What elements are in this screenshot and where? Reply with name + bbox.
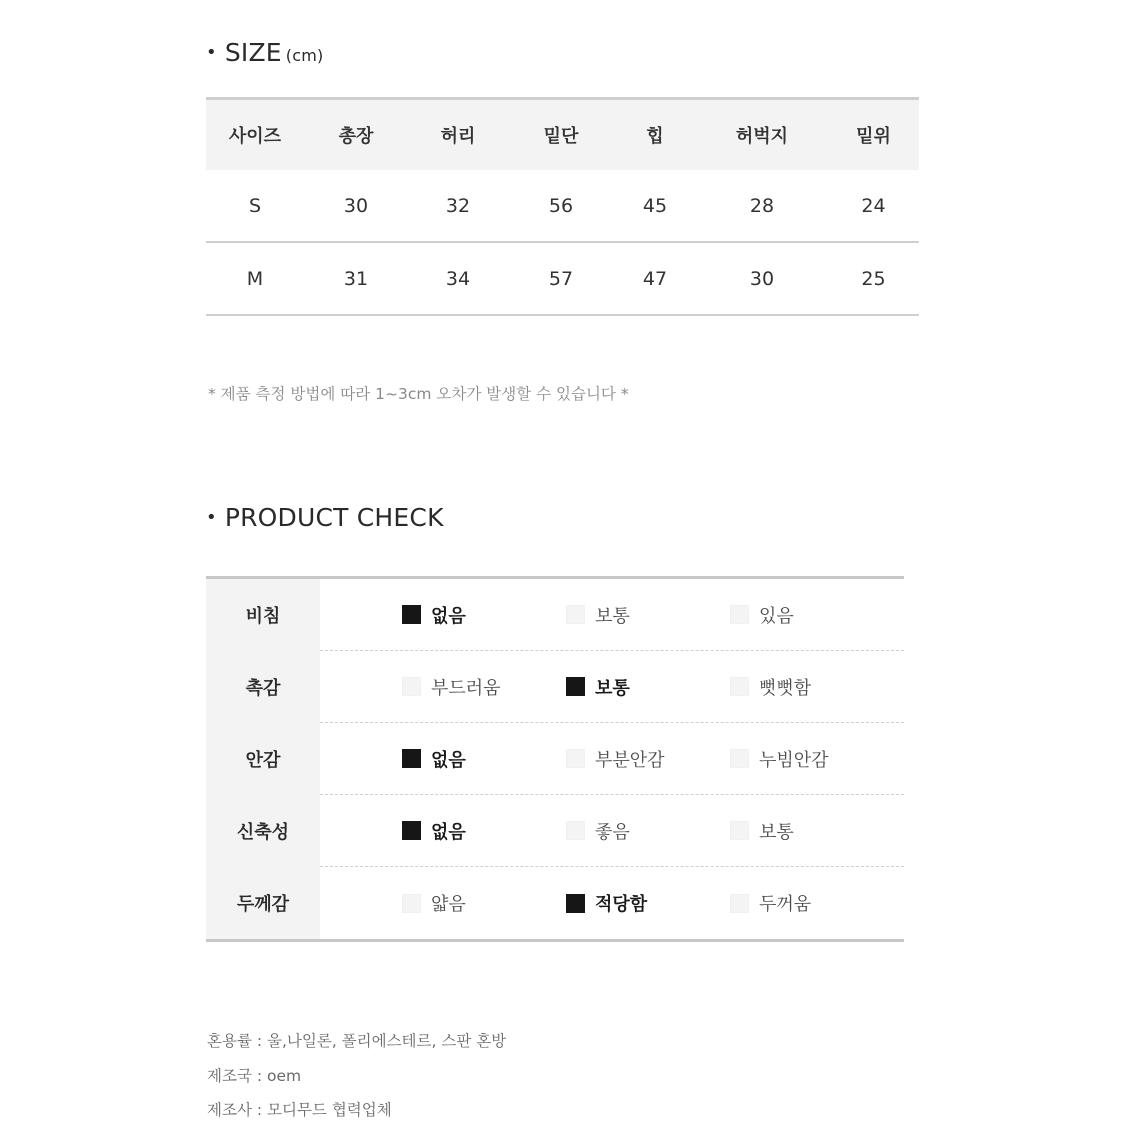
check-option-label: 없음 <box>431 821 466 843</box>
table-cell: 56 <box>548 194 574 217</box>
check-option <box>566 674 630 700</box>
header-cell: 밑단 <box>543 126 579 147</box>
table-cell: 45 <box>642 194 668 217</box>
check-option <box>566 818 630 844</box>
check-option-label: 없음 <box>431 749 466 771</box>
check-option <box>566 890 647 916</box>
check-row <box>206 795 904 867</box>
checked-box-icon <box>402 821 421 840</box>
size-measurement-note: * 제품 측정 방법에 따라 1~3cm 오차가 발생할 수 있습니다 * <box>208 385 629 403</box>
check-option-label: 적당함 <box>595 894 648 915</box>
size-section-title <box>206 38 323 67</box>
check-row-label: 안감 <box>206 723 320 795</box>
unchecked-box-icon <box>730 894 749 913</box>
check-option <box>402 602 466 628</box>
check-option-label: 보통 <box>759 821 794 843</box>
size-table <box>206 97 919 316</box>
bullet-icon: • <box>206 42 217 63</box>
check-option <box>402 746 466 772</box>
table-cell: 32 <box>445 194 471 217</box>
check-option <box>730 890 811 916</box>
check-option-label: 부분안감 <box>595 749 665 771</box>
table-row <box>206 243 919 314</box>
material-composition: 혼용률 : 울,나일론, 폴리에스테르, 스판 혼방 <box>207 1032 507 1050</box>
check-option <box>730 602 794 628</box>
check-option-label: 보통 <box>595 605 630 627</box>
check-option <box>566 746 665 772</box>
check-option <box>566 602 630 628</box>
check-option <box>730 746 829 772</box>
size-unit: (cm) <box>285 46 324 65</box>
bullet-icon: • <box>206 507 217 528</box>
check-row-options <box>320 795 904 867</box>
check-row <box>206 723 904 795</box>
table-cell: 34 <box>445 267 471 290</box>
check-row-options <box>320 723 904 795</box>
check-row <box>206 867 904 939</box>
table-cell: 30 <box>749 267 775 290</box>
table-cell: 57 <box>548 267 574 290</box>
check-option-label: 뻣뻣함 <box>759 677 812 699</box>
check-row-options <box>320 579 904 651</box>
check-option-label: 부드러움 <box>431 677 501 699</box>
check-option <box>402 890 466 916</box>
table-row <box>206 170 919 243</box>
product-check-table <box>206 576 904 942</box>
header-cell: 힙 <box>646 126 664 147</box>
product-check-title <box>206 503 444 532</box>
header-cell: 허리 <box>440 126 476 147</box>
check-row-label: 비침 <box>206 579 320 651</box>
unchecked-box-icon <box>730 749 749 768</box>
check-row-label: 촉감 <box>206 651 320 723</box>
header-cell: 허벅지 <box>735 126 789 147</box>
table-cell: 47 <box>642 267 668 290</box>
check-row-label: 신축성 <box>206 795 320 867</box>
table-cell: 30 <box>343 194 369 217</box>
unchecked-box-icon <box>402 894 421 913</box>
check-row-label: 두께감 <box>206 867 320 939</box>
check-option-label: 보통 <box>595 677 630 699</box>
checked-box-icon <box>566 894 585 913</box>
table-cell: 25 <box>861 267 886 290</box>
check-row <box>206 579 904 651</box>
country-of-manufacture: 제조국 : oem <box>207 1067 302 1085</box>
check-option-label: 없음 <box>431 605 466 627</box>
size-title-text: SIZE <box>224 38 282 67</box>
product-check-title-text: PRODUCT CHECK <box>224 503 444 532</box>
check-option <box>402 818 466 844</box>
check-row-options <box>320 651 904 723</box>
check-option-label: 있음 <box>759 605 794 627</box>
table-cell: 28 <box>749 194 775 217</box>
size-table-header <box>206 100 919 170</box>
header-cell: 밑위 <box>856 126 891 147</box>
check-option <box>730 674 811 700</box>
table-cell: 24 <box>861 194 886 217</box>
checked-box-icon <box>402 749 421 768</box>
manufacturer: 제조사 : 모디무드 협력업체 <box>207 1101 392 1119</box>
unchecked-box-icon <box>730 677 749 696</box>
check-option-label: 누빔안감 <box>759 749 829 771</box>
check-row-options <box>320 867 904 939</box>
checked-box-icon <box>566 677 585 696</box>
unchecked-box-icon <box>566 605 585 624</box>
check-option-label: 좋음 <box>595 821 630 843</box>
header-cell: 사이즈 <box>228 126 282 147</box>
check-option <box>730 818 794 844</box>
check-row <box>206 651 904 723</box>
check-option-label: 얇음 <box>431 894 466 915</box>
unchecked-box-icon <box>730 821 749 840</box>
unchecked-box-icon <box>402 677 421 696</box>
check-option-label: 두꺼움 <box>759 894 812 915</box>
table-cell: 31 <box>343 267 369 290</box>
check-option <box>402 674 501 700</box>
unchecked-box-icon <box>730 605 749 624</box>
table-cell: S <box>248 194 262 217</box>
header-cell: 총장 <box>338 126 374 147</box>
checked-box-icon <box>402 605 421 624</box>
unchecked-box-icon <box>566 749 585 768</box>
unchecked-box-icon <box>566 821 585 840</box>
table-cell: M <box>246 267 264 290</box>
